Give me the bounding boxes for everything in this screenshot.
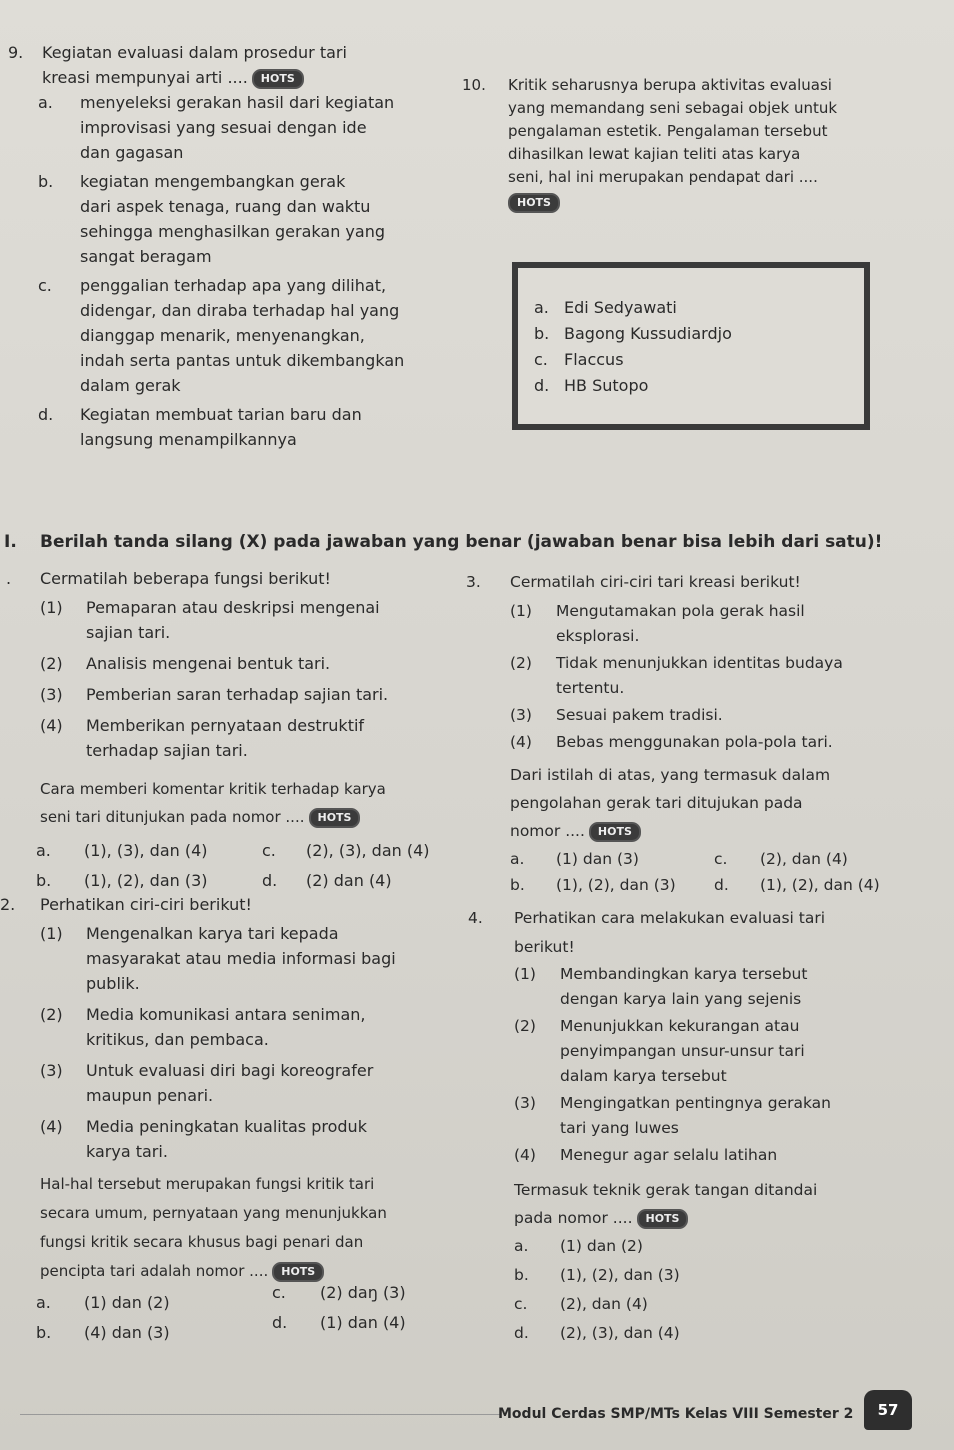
item-line: Untuk evaluasi diri bagi koreografer <box>86 1061 374 1080</box>
list-item <box>40 1058 460 1108</box>
option-line: dan gagasan <box>80 143 184 162</box>
option-b[interactable] <box>38 169 462 269</box>
item-line: Media komunikasi antara seniman, <box>86 1005 366 1024</box>
option-c[interactable] <box>272 1280 406 1305</box>
item-number: (3) <box>40 685 63 704</box>
list-item <box>514 962 914 1012</box>
item-number: (2) <box>514 1017 536 1035</box>
item-line: terhadap sajian tari. <box>86 741 248 760</box>
section-number: I. <box>4 532 17 552</box>
item-number: (3) <box>510 706 532 724</box>
item-line: publik. <box>86 974 140 993</box>
option-text: Edi Sedyawati <box>564 298 677 317</box>
text-line: Hal-hal tersebut merupakan fungsi kritik tari <box>40 1175 375 1193</box>
text-line: Cara memberi komentar kritik terhadap karya <box>40 780 386 798</box>
option-b[interactable] <box>514 1263 914 1288</box>
option-text: (1) dan (4) <box>320 1313 406 1332</box>
option-letter: b. <box>36 1323 52 1342</box>
item-line: Memberikan pernyataan destruktif <box>86 716 365 735</box>
item-number: (1) <box>40 924 63 943</box>
option-letter: b. <box>36 871 52 890</box>
item-number: (1) <box>514 965 536 983</box>
item-line: Sesuai pakem tradisi. <box>556 706 723 724</box>
option-letter: c. <box>534 350 548 369</box>
question-9 <box>8 40 462 452</box>
option-line: sangat beragam <box>80 247 212 266</box>
option-d[interactable] <box>514 1321 914 1346</box>
question-text <box>514 1176 914 1232</box>
option-letter: b. <box>514 1266 529 1284</box>
list-item <box>40 651 460 676</box>
list-item <box>514 1091 914 1141</box>
stem-text: kreasi mempunyai arti .... <box>42 68 248 87</box>
page-number: 57 <box>864 1390 912 1430</box>
text-line: fungsi kritik secara khusus bagi penari dan <box>40 1233 364 1251</box>
option-line: dalam gerak <box>80 376 181 395</box>
footer-title: Modul Cerdas SMP/MTs Kelas VIII Semester 2 <box>498 1406 854 1422</box>
list-item <box>510 730 910 755</box>
option-text: (4) dan (3) <box>84 1323 170 1342</box>
option-line: didengar, dan diraba terhadap hal yang <box>80 301 400 320</box>
text-line <box>514 1204 914 1232</box>
item-line: dalam karya tersebut <box>560 1067 727 1085</box>
option-d[interactable] <box>38 402 462 452</box>
option-line: dianggap menarik, menyenangkan, <box>80 326 365 345</box>
item-line: Pemberian saran terhadap sajian tari. <box>86 685 389 704</box>
option-text: (1), (2), dan (3) <box>556 876 676 894</box>
options-grid <box>36 838 460 898</box>
item-line: Bebas menggunakan pola-pola tari. <box>556 733 833 751</box>
item-line: Mengingatkan pentingnya gerakan <box>560 1094 832 1112</box>
item-line: Pemaparan atau deskripsi mengenai <box>86 598 380 617</box>
option-c[interactable] <box>534 350 624 369</box>
section-title: Berilah tanda silang (X) pada jawaban yang benar (jawaban benar bisa lebih dari satu)! <box>40 532 883 552</box>
item-line: Mengenalkan karya tari kepada <box>86 924 339 943</box>
item-number: (2) <box>40 654 63 673</box>
item-line: masyarakat atau media informasi bagi <box>86 949 396 968</box>
option-letter: b. <box>510 876 525 894</box>
item-line: Menunjukkan kekurangan atau <box>560 1017 800 1035</box>
option-line: indah serta pantas untuk dikembangkan <box>80 351 405 370</box>
item-line: Tidak menunjukkan identitas budaya <box>556 654 843 672</box>
question-text <box>40 777 460 830</box>
option-text: (2), (3), dan (4) <box>560 1324 680 1342</box>
option-b[interactable] <box>510 873 676 898</box>
option-a[interactable] <box>36 838 208 863</box>
question-text <box>40 1170 460 1286</box>
option-line: penggalian terhadap apa yang dilihat, <box>80 276 387 295</box>
item-number: (3) <box>514 1094 536 1112</box>
list-item <box>514 1014 914 1089</box>
text-line: pengolahan gerak tari ditujukan pada <box>510 794 803 812</box>
stem-line: pengalaman estetik. Pengalaman tersebut <box>508 122 828 140</box>
option-text: (1) dan (3) <box>556 850 639 868</box>
option-letter: b. <box>534 324 550 343</box>
text-line: Termasuk teknik gerak tangan ditandai <box>514 1181 818 1199</box>
option-letter: a. <box>38 93 53 112</box>
question-number: . <box>6 569 12 588</box>
option-a[interactable] <box>38 90 462 165</box>
option-a[interactable] <box>510 847 639 872</box>
option-letter: a. <box>514 1237 529 1255</box>
question-1 <box>6 566 460 898</box>
item-line: kritikus, dan pembaca. <box>86 1030 269 1049</box>
option-letter: c. <box>714 850 728 868</box>
item-line: maupun penari. <box>86 1086 214 1105</box>
option-text: Flaccus <box>564 350 624 369</box>
item-line: Menegur agar selalu latihan <box>560 1146 778 1164</box>
item-line: Analisis mengenai bentuk tari. <box>86 654 331 673</box>
option-a[interactable] <box>514 1234 914 1259</box>
list-item <box>40 595 460 645</box>
item-line: sajian tari. <box>86 623 171 642</box>
footer-divider <box>20 1414 500 1415</box>
question-3 <box>466 570 910 903</box>
stem-line <box>42 65 462 90</box>
stem-line: Perhatikan cara melakukan evaluasi tari <box>514 909 826 927</box>
hots-badge: HOTS <box>589 822 641 842</box>
option-text: (1), (2), dan (3) <box>84 871 208 890</box>
hots-badge: HOTS <box>272 1262 324 1282</box>
option-b[interactable] <box>36 868 208 893</box>
option-d[interactable] <box>714 873 880 898</box>
list-item <box>40 1002 460 1052</box>
option-c[interactable] <box>714 847 848 872</box>
option-line: langsung menampilkannya <box>80 430 297 449</box>
question-number: 9. <box>8 43 24 62</box>
option-letter: d. <box>38 405 54 424</box>
option-letter: a. <box>534 298 549 317</box>
option-text: (1) dan (2) <box>84 1293 170 1312</box>
option-c[interactable] <box>514 1292 914 1317</box>
question-number: 4. <box>468 909 483 927</box>
stem-line: yang memandang seni sebagai objek untuk <box>508 99 838 117</box>
option-a[interactable] <box>36 1290 170 1315</box>
text-line <box>40 805 460 830</box>
option-letter: b. <box>38 172 54 191</box>
option-c[interactable] <box>38 273 462 398</box>
item-number: (4) <box>40 1117 63 1136</box>
option-letter: d. <box>534 376 550 395</box>
item-line: tertentu. <box>556 679 625 697</box>
option-letter: c. <box>262 841 276 860</box>
text-line: secara umum, pernyataan yang menunjukkan <box>40 1204 387 1222</box>
list-item <box>40 921 460 996</box>
option-d[interactable] <box>534 376 649 395</box>
question-number: 3. <box>466 573 481 591</box>
hots-badge: HOTS <box>508 193 560 213</box>
list-item <box>510 703 910 728</box>
option-b[interactable] <box>534 324 732 343</box>
item-line: Media peningkatan kualitas produk <box>86 1117 367 1136</box>
option-letter: a. <box>36 1293 51 1312</box>
stem-line: seni, hal ini merupakan pendapat dari .... <box>508 168 818 186</box>
option-text: HB Sutopo <box>564 376 649 395</box>
option-letter: d. <box>272 1313 288 1332</box>
answer-box <box>512 262 870 430</box>
question-stem: Cermatilah beberapa fungsi berikut! <box>40 569 331 588</box>
option-line: Kegiatan membuat tarian baru dan <box>80 405 362 424</box>
text-line <box>510 817 910 845</box>
item-line: Mengutamakan pola gerak hasil <box>556 602 805 620</box>
option-b[interactable] <box>36 1320 170 1345</box>
option-text: (2) daŋ (3) <box>320 1283 406 1302</box>
option-line: kegiatan mengembangkan gerak <box>80 172 346 191</box>
question-10 <box>462 74 908 214</box>
question-4 <box>468 906 914 1346</box>
list-item <box>510 599 910 649</box>
options-grid <box>36 1283 460 1346</box>
question-stem: Cermatilah ciri-ciri tari kreasi berikut! <box>510 573 801 591</box>
question-stem: Perhatikan ciri-ciri berikut! <box>40 895 252 914</box>
option-line: dari aspek tenaga, ruang dan waktu <box>80 197 371 216</box>
list-item <box>40 713 460 763</box>
option-letter: c. <box>38 276 52 295</box>
option-line: improvisasi yang sesuai dengan ide <box>80 118 367 137</box>
option-text: Bagong Kussudiardjo <box>564 324 732 343</box>
stem-line: Kritik seharusnya berupa aktivitas evaluasi <box>508 76 832 94</box>
item-number: (2) <box>40 1005 63 1024</box>
option-text: (2), dan (4) <box>560 1295 648 1313</box>
option-letter: d. <box>262 871 278 890</box>
option-d[interactable] <box>262 868 392 893</box>
item-number: (4) <box>40 716 63 735</box>
question-number: 10. <box>462 76 486 94</box>
item-line: tari yang luwes <box>560 1119 679 1137</box>
option-c[interactable] <box>262 838 430 863</box>
hots-badge: HOTS <box>637 1209 689 1229</box>
list-item <box>40 682 460 707</box>
item-number: (1) <box>40 598 63 617</box>
option-letter: c. <box>514 1295 528 1313</box>
text-content: nomor .... <box>510 822 585 840</box>
option-text: (1), (2), dan (3) <box>560 1266 680 1284</box>
option-text: (1) dan (2) <box>560 1237 643 1255</box>
item-number: (2) <box>510 654 532 672</box>
item-line: karya tari. <box>86 1142 168 1161</box>
option-d[interactable] <box>272 1310 406 1335</box>
text-content: seni tari ditunjukan pada nomor .... <box>40 808 305 826</box>
item-line: dengan karya lain yang sejenis <box>560 990 802 1008</box>
option-text: (1), (2), dan (4) <box>760 876 880 894</box>
question-text <box>510 761 910 845</box>
hots-badge: HOTS <box>309 808 361 828</box>
item-number: (1) <box>510 602 532 620</box>
item-number: (3) <box>40 1061 63 1080</box>
item-number: (4) <box>510 733 532 751</box>
item-number: (4) <box>514 1146 536 1164</box>
option-letter: a. <box>510 850 525 868</box>
text-content: pada nomor .... <box>514 1209 633 1227</box>
option-text: (2), (3), dan (4) <box>306 841 430 860</box>
option-letter: d. <box>514 1324 529 1342</box>
item-line: eksplorasi. <box>556 627 640 645</box>
option-text: (2), dan (4) <box>760 850 848 868</box>
options-grid <box>510 847 910 903</box>
option-text: (2) dan (4) <box>306 871 392 890</box>
page-footer <box>0 1402 954 1432</box>
question-stem <box>42 40 462 90</box>
stem-line: berikut! <box>514 938 575 956</box>
option-text: (1), (3), dan (4) <box>84 841 208 860</box>
option-a[interactable] <box>534 298 677 317</box>
option-line: menyeleksi gerakan hasil dari kegiatan <box>80 93 395 112</box>
hots-row <box>508 191 908 214</box>
option-letter: d. <box>714 876 729 894</box>
hots-badge: HOTS <box>252 69 304 89</box>
item-line: Membandingkan karya tersebut <box>560 965 808 983</box>
option-line: sehingga menghasilkan gerakan yang <box>80 222 385 241</box>
option-letter: a. <box>36 841 51 860</box>
stem-line: Kegiatan evaluasi dalam prosedur tari <box>42 43 347 62</box>
text-content: pencipta tari adalah nomor .... <box>40 1262 269 1280</box>
list-item <box>514 1143 914 1168</box>
question-2 <box>0 892 460 1346</box>
text-line: Dari istilah di atas, yang termasuk dalam <box>510 766 831 784</box>
stem-line: dihasilkan lewat kajian teliti atas karya <box>508 145 801 163</box>
list-item <box>40 1114 460 1164</box>
item-line: penyimpangan unsur-unsur tari <box>560 1042 805 1060</box>
option-letter: c. <box>272 1283 286 1302</box>
list-item <box>510 651 910 701</box>
question-number: 2. <box>0 895 16 914</box>
